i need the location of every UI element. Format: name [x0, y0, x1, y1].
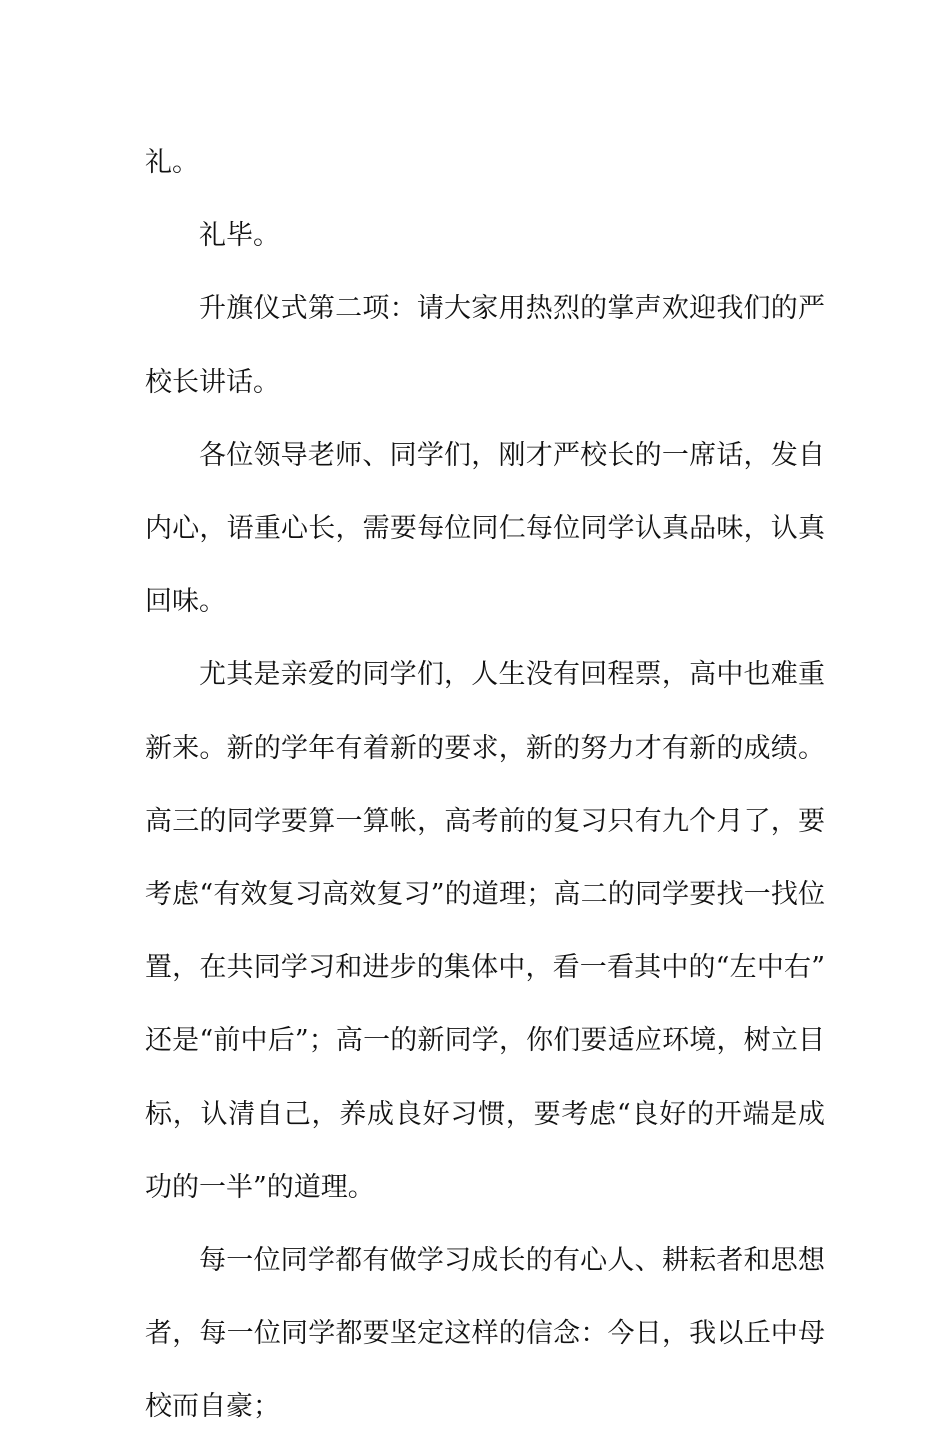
- paragraph-1: 礼。: [145, 147, 199, 178]
- paragraph-4: 各位领导老师、同学们，刚才严校长的一席话，发自内心，语重心长，需要每位同仁每位同学认真品味，认真回味。: [145, 439, 825, 618]
- paragraph-5: 尤其是亲爱的同学们，人生没有回程票，高中也难重新来。新的学年有着新的要求，新的努力才有新的成绩。高三的同学要算一算帐，高考前的复习只有九个月了，要考虑“有效复习高效复习”的道理；高二的同学要找一找位置，在共同学习和进步的集体中，看一看其中的“左中右”还是“前中后”；高一的新同学，你们要适应环境，树立目标，认清自己，养成良好习惯，要考虑“良好的开端是成功的一半”的道理。: [145, 659, 825, 1203]
- paragraph-3: 升旗仪式第二项：请大家用热烈的掌声欢迎我们的严校长讲话。: [145, 293, 825, 398]
- paragraph-2: 礼毕。: [199, 220, 280, 252]
- document-body: [145, 126, 825, 1444]
- paragraph-6: 每一位同学都有做学习成长的有心人、耕耘者和思想者，每一位同学都要坚定这样的信念：今日，我以丘中母校而自豪；: [145, 1245, 825, 1423]
